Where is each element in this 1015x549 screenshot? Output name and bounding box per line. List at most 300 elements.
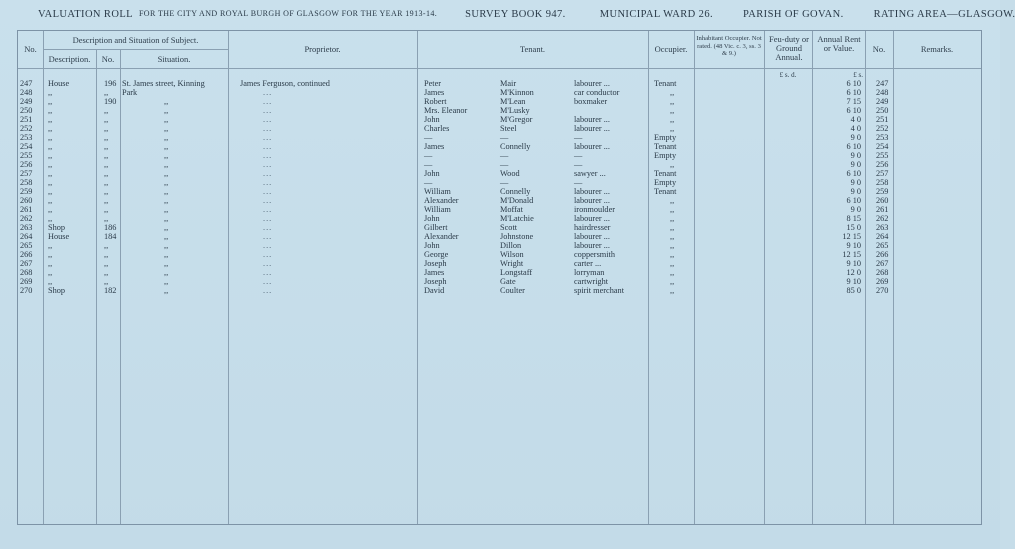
occupier-status: ,,: [670, 115, 675, 124]
entry-number-right: 265: [876, 241, 889, 250]
entry-house-number: ,,: [104, 268, 109, 277]
entry-situation: ,,: [164, 286, 169, 295]
tenant-first-name: James: [424, 268, 445, 277]
annual-rent: 6 10: [846, 169, 861, 178]
entry-number-right: 259: [876, 187, 889, 196]
tenant-first-name: Alexander: [424, 232, 459, 241]
entry-house-number: ,,: [104, 205, 109, 214]
entry-house-number: ,,: [104, 133, 109, 142]
occupier-status: ,,: [670, 205, 675, 214]
entry-proprietor: ...: [263, 133, 273, 142]
entry-number: 260: [20, 196, 33, 205]
entry-situation: ,,: [164, 160, 169, 169]
occupier-status: Empty: [654, 151, 677, 160]
entry-proprietor: James Ferguson, continued: [240, 79, 330, 88]
tenant-occupation: cartwright: [574, 277, 609, 286]
col-no2: No.: [872, 44, 886, 54]
tenant-occupation: car conductor: [574, 88, 620, 97]
occupier-status: ,,: [670, 223, 675, 232]
entry-description: Shop: [48, 223, 66, 232]
entry-house-number: ,,: [104, 250, 109, 259]
entry-number: 265: [20, 241, 33, 250]
entry-description: ,,: [48, 205, 53, 214]
table-row: [18, 178, 981, 187]
entry-house-number: ,,: [104, 160, 109, 169]
entry-number-right: 250: [876, 106, 889, 115]
entry-description: ,,: [48, 250, 53, 259]
entry-situation: ,,: [164, 223, 169, 232]
entry-house-number: 186: [104, 223, 117, 232]
entry-situation: ,,: [164, 151, 169, 160]
entry-number-right: 270: [876, 286, 889, 295]
tenant-occupation: labourer ...: [574, 115, 610, 124]
annual-rent: 9 0: [850, 187, 861, 196]
occupier-status: ,,: [670, 97, 675, 106]
entry-house-number: ,,: [104, 106, 109, 115]
table-row: [18, 106, 981, 115]
annual-rent: 6 10: [846, 142, 861, 151]
entry-situation: ,,: [164, 133, 169, 142]
entry-situation: St. James street, Kinning: [122, 79, 205, 88]
annual-rent: 6 10: [846, 79, 861, 88]
col-annual: Annual Rent or Value.: [817, 34, 861, 53]
entry-house-number: ,,: [104, 214, 109, 223]
tenant-first-name: Joseph: [424, 259, 447, 268]
annual-rent: 9 0: [850, 178, 861, 187]
entry-number-right: 261: [876, 205, 889, 214]
entry-proprietor: ...: [263, 169, 273, 178]
entry-number: 249: [20, 97, 33, 106]
tenant-first-name: —: [424, 133, 433, 142]
entry-proprietor: ...: [263, 241, 273, 250]
col-num: No.: [101, 54, 115, 64]
header-title-b: FOR THE CITY AND ROYAL BURGH OF GLASGOW FOR THE YEAR 1913-14.: [138, 9, 438, 18]
entry-number: 258: [20, 178, 33, 187]
entry-number-right: 255: [876, 151, 889, 160]
entry-number: 268: [20, 268, 33, 277]
tenant-occupation: sawyer ...: [574, 169, 606, 178]
entry-situation: ,,: [164, 169, 169, 178]
entry-description: ,,: [48, 97, 53, 106]
tenant-surname: Longstaff: [500, 268, 533, 277]
header-title-a: VALUATION ROLL: [38, 9, 133, 20]
tenant-occupation: ironmoulder: [574, 205, 616, 214]
annual-rent: 7 15: [846, 97, 861, 106]
entry-house-number: ,,: [104, 124, 109, 133]
entry-proprietor: ...: [263, 151, 273, 160]
entry-number-right: 251: [876, 115, 889, 124]
tenant-surname: Dillon: [500, 241, 522, 250]
tenant-surname: M'Lusky: [500, 106, 530, 115]
entry-number: 255: [20, 151, 33, 160]
table-row: [18, 286, 981, 295]
entry-number: 269: [20, 277, 33, 286]
entry-number: 267: [20, 259, 33, 268]
entry-proprietor: ...: [263, 268, 273, 277]
occupier-status: ,,: [670, 250, 675, 259]
tenant-first-name: James: [424, 88, 445, 97]
table-row: [18, 214, 981, 223]
entry-number-right: 264: [876, 232, 889, 241]
tenant-occupation: labourer ...: [574, 241, 610, 250]
entry-situation: ,,: [164, 268, 169, 277]
entry-number: 264: [20, 232, 33, 241]
tenant-first-name: Joseph: [424, 277, 447, 286]
entry-description: House: [48, 79, 70, 88]
tenant-first-name: George: [424, 250, 449, 259]
entry-description: ,,: [48, 142, 53, 151]
annual-rent: 9 10: [846, 277, 861, 286]
table-row: [18, 277, 981, 286]
tenant-surname: Steel: [500, 124, 517, 133]
annual-rent: 6 10: [846, 196, 861, 205]
annual-rent: 6 10: [846, 106, 861, 115]
table-row: [18, 115, 981, 124]
occupier-status: Tenant: [654, 142, 677, 151]
table-row: [18, 169, 981, 178]
entry-description: ,,: [48, 133, 53, 142]
tenant-occupation: spirit merchant: [574, 286, 624, 295]
entry-number-right: 257: [876, 169, 889, 178]
tenant-occupation: —: [574, 151, 583, 160]
tenant-surname: Moffat: [500, 205, 523, 214]
annual-rent: 12 15: [842, 232, 861, 241]
entry-situation: ,,: [164, 241, 169, 250]
col-feuduty: Feu-duty or Ground Annual.: [769, 34, 809, 62]
table-row: [18, 232, 981, 241]
tenant-first-name: —: [424, 151, 433, 160]
occupier-status: Empty: [654, 178, 677, 187]
table-row: [18, 259, 981, 268]
annual-rent: 9 0: [850, 160, 861, 169]
tenant-first-name: —: [424, 178, 433, 187]
entry-description: ,,: [48, 268, 53, 277]
tenant-first-name: Peter: [424, 79, 442, 88]
entry-number-right: 263: [876, 223, 889, 232]
annual-rent: 9 10: [846, 259, 861, 268]
tenant-occupation: boxmaker: [574, 97, 608, 106]
table-row: [18, 241, 981, 250]
entry-number-right: 258: [876, 178, 889, 187]
tenant-occupation: labourer ...: [574, 79, 610, 88]
occupier-status: ,,: [670, 106, 675, 115]
table-row: [18, 250, 981, 259]
occupier-status: Tenant: [654, 187, 677, 196]
tenant-surname: Connelly: [500, 187, 531, 196]
entry-number: 257: [20, 169, 33, 178]
table-row: [18, 142, 981, 151]
entry-house-number: ,,: [104, 169, 109, 178]
col-inhabitant: Inhabitant Occupier. Not rated. (48 Vic. c. 3, ss. 3 & 9.): [696, 35, 762, 57]
entry-number-right: 253: [876, 133, 889, 142]
occupier-status: ,,: [670, 232, 675, 241]
table-row: [18, 160, 981, 169]
entry-proprietor: ...: [263, 88, 273, 97]
tenant-surname: M'Kinnon: [500, 88, 534, 97]
page-header: [38, 9, 1015, 20]
occupier-status: ,,: [670, 88, 675, 97]
header-survey: SURVEY BOOK 947.: [465, 9, 566, 20]
entry-description: ,,: [48, 160, 53, 169]
entry-situation: ,,: [164, 187, 169, 196]
tenant-occupation: —: [574, 178, 583, 187]
occupier-status: ,,: [670, 241, 675, 250]
entry-number-right: 260: [876, 196, 889, 205]
tenant-occupation: labourer ...: [574, 232, 610, 241]
annual-rent: 6 10: [846, 88, 861, 97]
entry-description: ,,: [48, 259, 53, 268]
entry-situation: ,,: [164, 178, 169, 187]
entry-number: 262: [20, 214, 33, 223]
entry-number: 270: [20, 286, 33, 295]
entry-number-right: 252: [876, 124, 889, 133]
annual-rent: 12 0: [846, 268, 861, 277]
tenant-surname: Scott: [500, 223, 518, 232]
occupier-status: ,,: [670, 160, 675, 169]
entry-number-right: 269: [876, 277, 889, 286]
entry-description: ,,: [48, 151, 53, 160]
tenant-first-name: John: [424, 241, 440, 250]
table-row: [18, 133, 981, 142]
entry-house-number: ,,: [104, 196, 109, 205]
tenant-surname: M'Latchie: [500, 214, 534, 223]
table-row: [18, 223, 981, 232]
entry-description: Shop: [48, 286, 66, 295]
tenant-occupation: labourer ...: [574, 196, 610, 205]
tenant-occupation: labourer ...: [574, 124, 610, 133]
entry-house-number: ,,: [104, 115, 109, 124]
entry-situation: ,,: [164, 124, 169, 133]
entry-proprietor: ...: [263, 214, 273, 223]
entry-house-number: 184: [104, 232, 117, 241]
col-occupier: Occupier.: [654, 44, 688, 54]
annual-rent: 12 15: [842, 250, 861, 259]
tenant-occupation: labourer ...: [574, 214, 610, 223]
tenant-first-name: Alexander: [424, 196, 459, 205]
entry-description: ,,: [48, 124, 53, 133]
entry-number-right: 249: [876, 97, 889, 106]
tenant-first-name: Mrs. Eleanor: [424, 106, 468, 115]
entry-number: 251: [20, 115, 33, 124]
table-row: [18, 205, 981, 214]
entry-number: 261: [20, 205, 33, 214]
entry-situation: ,,: [164, 250, 169, 259]
tenant-surname: Connelly: [500, 142, 531, 151]
annual-rent: 9 0: [850, 151, 861, 160]
entry-number-right: 254: [876, 142, 889, 151]
entry-description: House: [48, 232, 70, 241]
tenant-surname: —: [500, 178, 509, 187]
occupier-status: Empty: [654, 133, 677, 142]
roll-table: [17, 30, 982, 525]
entry-house-number: 182: [104, 286, 117, 295]
col-situation: Situation.: [157, 54, 191, 64]
tenant-occupation: —: [574, 160, 583, 169]
entry-proprietor: ...: [263, 286, 273, 295]
entry-house-number: ,,: [104, 142, 109, 151]
tenant-surname: M'Lean: [500, 97, 526, 106]
entry-number: 250: [20, 106, 33, 115]
entry-situation: ,,: [164, 259, 169, 268]
entry-situation: ,,: [164, 97, 169, 106]
entry-house-number: ,,: [104, 241, 109, 250]
tenant-surname: —: [500, 151, 509, 160]
table-row: [18, 187, 981, 196]
tenant-first-name: Robert: [424, 97, 447, 106]
entry-situation: ,,: [164, 196, 169, 205]
table-row: [18, 79, 981, 88]
entry-proprietor: ...: [263, 277, 273, 286]
entry-situation: ,,: [164, 115, 169, 124]
tenant-surname: Mair: [500, 79, 517, 88]
header-ward: MUNICIPAL WARD 26.: [599, 9, 714, 20]
occupier-status: ,,: [670, 196, 675, 205]
occupier-status: Tenant: [654, 79, 677, 88]
table-row: [18, 268, 981, 277]
table-row: [18, 124, 981, 133]
currency-lsd: £ s. d.: [779, 71, 797, 79]
tenant-surname: Johnstone: [500, 232, 534, 241]
tenant-occupation: labourer ...: [574, 142, 610, 151]
occupier-status: ,,: [670, 268, 675, 277]
occupier-status: ,,: [670, 124, 675, 133]
tenant-first-name: —: [424, 160, 433, 169]
table-row: [18, 88, 981, 97]
entry-proprietor: ...: [263, 259, 273, 268]
table-row: [18, 97, 981, 106]
entry-description: ,,: [48, 169, 53, 178]
occupier-status: ,,: [670, 214, 675, 223]
col-no: No.: [24, 44, 37, 54]
annual-rent: 8 15: [846, 214, 861, 223]
header-parish: PARISH OF GOVAN.: [743, 9, 844, 20]
tenant-first-name: Charles: [424, 124, 450, 133]
tenant-first-name: John: [424, 115, 440, 124]
entry-proprietor: ...: [263, 187, 273, 196]
entry-proprietor: ...: [263, 142, 273, 151]
entry-number-right: 267: [876, 259, 889, 268]
entry-proprietor: ...: [263, 97, 273, 106]
entry-situation: ,,: [164, 214, 169, 223]
col-desc-group: Description and Situation of Subject.: [72, 35, 199, 45]
tenant-surname: M'Gregor: [500, 115, 533, 124]
tenant-occupation: —: [574, 133, 583, 142]
tenant-surname: —: [500, 160, 509, 169]
tenant-occupation: lorryman: [574, 268, 605, 277]
entry-house-number: ,,: [104, 178, 109, 187]
tenant-first-name: William: [424, 205, 451, 214]
tenant-occupation: hairdresser: [574, 223, 611, 232]
entry-proprietor: ...: [263, 178, 273, 187]
entry-house-number: ,,: [104, 151, 109, 160]
tenant-first-name: John: [424, 169, 440, 178]
entry-number-right: 268: [876, 268, 889, 277]
col-remarks: Remarks.: [920, 44, 954, 54]
entry-number-right: 266: [876, 250, 889, 259]
tenant-surname: Wood: [500, 169, 520, 178]
annual-rent: 9 0: [850, 133, 861, 142]
currency-ls: £ s.: [853, 71, 863, 79]
entry-situation: Park: [122, 88, 138, 97]
col-tenant: Tenant.: [519, 44, 546, 54]
entry-description: ,,: [48, 178, 53, 187]
entry-number: 248: [20, 88, 33, 97]
col-description: Description.: [48, 54, 91, 64]
tenant-surname: Coulter: [500, 286, 525, 295]
entry-proprietor: ...: [263, 223, 273, 232]
entry-proprietor: ...: [263, 196, 273, 205]
entry-description: ,,: [48, 241, 53, 250]
tenant-surname: —: [500, 133, 509, 142]
tenant-occupation: labourer ...: [574, 187, 610, 196]
tenant-first-name: James: [424, 142, 445, 151]
entry-number: 256: [20, 160, 33, 169]
entry-house-number: ,,: [104, 88, 109, 97]
entry-proprietor: ...: [263, 160, 273, 169]
tenant-first-name: Gilbert: [424, 223, 448, 232]
header-rating: RATING AREA—GLASGOW.: [873, 9, 1015, 20]
entry-situation: ,,: [164, 205, 169, 214]
entry-situation: ,,: [164, 106, 169, 115]
entry-description: ,,: [48, 115, 53, 124]
entry-number: 247: [20, 79, 33, 88]
entry-number-right: 247: [876, 79, 889, 88]
entry-proprietor: ...: [263, 115, 273, 124]
occupier-status: Tenant: [654, 169, 677, 178]
entry-number: 259: [20, 187, 33, 196]
entry-proprietor: ...: [263, 106, 273, 115]
tenant-first-name: David: [424, 286, 445, 295]
occupier-status: ,,: [670, 259, 675, 268]
entry-house-number: ,,: [104, 277, 109, 286]
entry-number-right: 256: [876, 160, 889, 169]
entry-situation: ,,: [164, 142, 169, 151]
tenant-surname: Wilson: [500, 250, 524, 259]
table-row: [18, 196, 981, 205]
entry-house-number: 196: [104, 79, 117, 88]
occupier-status: ,,: [670, 286, 675, 295]
tenant-surname: Wright: [500, 259, 524, 268]
col-proprietor: Proprietor.: [304, 44, 341, 54]
occupier-status: ,,: [670, 277, 675, 286]
tenant-surname: M'Donald: [500, 196, 534, 205]
annual-rent: 4 0: [850, 115, 861, 124]
entry-number-right: 262: [876, 214, 889, 223]
entry-description: ,,: [48, 88, 53, 97]
annual-rent: 9 0: [850, 205, 861, 214]
entry-description: ,,: [48, 196, 53, 205]
entry-proprietor: ...: [263, 232, 273, 241]
entry-situation: ,,: [164, 277, 169, 286]
entry-number: 252: [20, 124, 33, 133]
tenant-first-name: William: [424, 187, 451, 196]
tenant-occupation: carter ...: [574, 259, 602, 268]
entry-description: ,,: [48, 214, 53, 223]
entry-number: 254: [20, 142, 33, 151]
tenant-first-name: John: [424, 214, 440, 223]
annual-rent: 85 0: [846, 286, 861, 295]
annual-rent: 9 10: [846, 241, 861, 250]
entry-proprietor: ...: [263, 250, 273, 259]
entry-house-number: 190: [104, 97, 117, 106]
entry-number: 263: [20, 223, 33, 232]
annual-rent: 4 0: [850, 124, 861, 133]
entry-house-number: ,,: [104, 259, 109, 268]
entry-number-right: 248: [876, 88, 889, 97]
table-row: [18, 151, 981, 160]
entry-number: 266: [20, 250, 33, 259]
tenant-occupation: coppersmith: [574, 250, 616, 259]
